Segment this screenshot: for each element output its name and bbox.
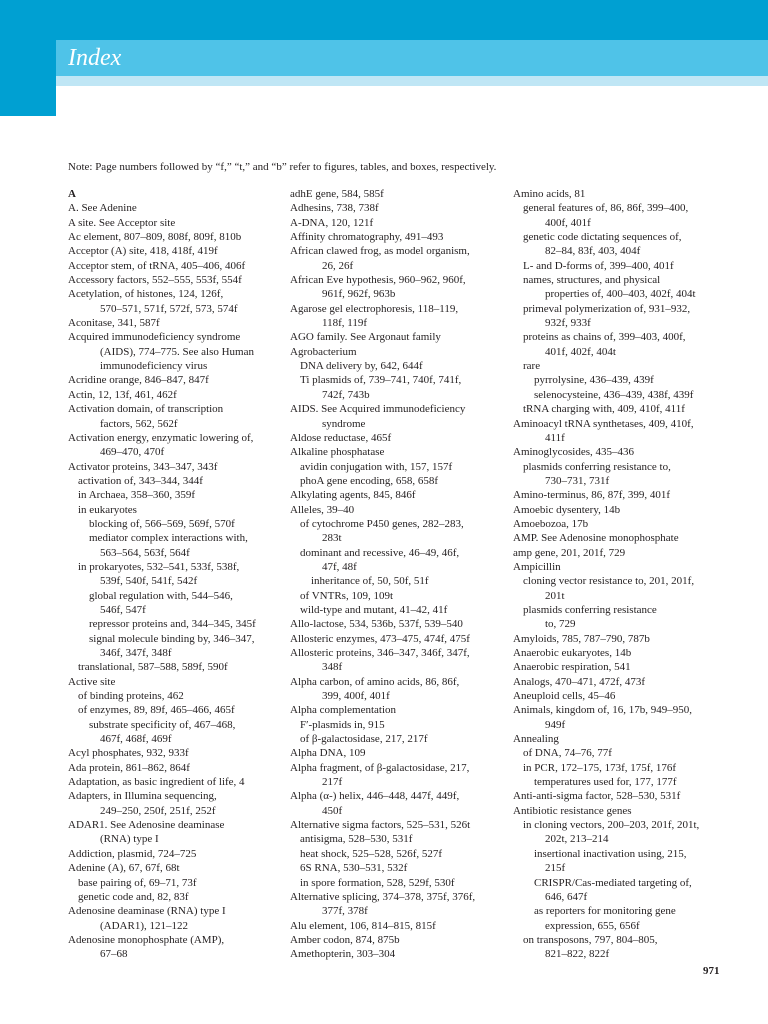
index-entry: properties of, 400–403, 402f, 404t <box>545 288 696 301</box>
index-entry: Anaerobic respiration, 541 <box>513 661 631 674</box>
index-entry: 82–84, 83f, 403, 404f <box>545 245 641 258</box>
index-entry: dominant and recessive, 46–49, 46f, <box>300 546 460 559</box>
index-entry: Aminoglycosides, 435–436 <box>513 446 634 459</box>
index-entry: pyrrolysine, 436–439, 439f <box>534 374 654 387</box>
index-entry: of β-galactosidase, 217, 217f <box>300 733 428 746</box>
index-entry: 202t, 213–214 <box>545 833 609 846</box>
index-entry: in spore formation, 528, 529f, 530f <box>300 876 455 889</box>
index-entry: 961f, 962f, 963b <box>322 288 396 301</box>
page-title: Index <box>68 45 122 71</box>
index-entry: rare <box>523 360 541 373</box>
index-entry: Affinity chromatography, 491–493 <box>290 231 444 244</box>
index-note: Note: Page numbers followed by “f,” “t,” and “b” refer to figures, tables, and boxes, respectively. <box>68 161 497 173</box>
index-entry: Alpha DNA, 109 <box>290 747 366 760</box>
index-entry: 26, 26f <box>322 259 354 272</box>
index-entry: 400f, 401f <box>545 216 591 229</box>
index-entry: plasmids conferring resistance to, <box>523 460 671 473</box>
page-number: 971 <box>703 965 720 977</box>
index-entry: phoA gene encoding, 658, 658f <box>300 474 439 487</box>
index-entry: Allosteric enzymes, 473–475, 474f, 475f <box>290 632 470 645</box>
index-entry: Amoebozoa, 17b <box>513 517 589 530</box>
index-entry: Adapters, in Illumina sequencing, <box>68 790 217 803</box>
index-entry: cloning vector resistance to, 201, 201f, <box>523 575 695 588</box>
index-entry: Aneuploid cells, 45–46 <box>513 690 616 703</box>
index-entry: 399, 400f, 401f <box>322 690 390 703</box>
index-entry: as reporters for monitoring gene <box>534 905 676 918</box>
index-entry: Activator proteins, 343–347, 343f <box>68 460 218 473</box>
index-entry: in eukaryotes <box>78 503 137 516</box>
index-entry: Activation energy, enzymatic lowering of, <box>68 431 254 444</box>
index-entry: Alkaline phosphatase <box>290 446 385 459</box>
index-entry: adhE gene, 584, 585f <box>290 188 384 200</box>
index-entry: AGO family. See Argonaut family <box>290 331 441 344</box>
index-entry: Acceptor stem, of tRNA, 405–406, 406f <box>68 259 246 272</box>
index-entry: Active site <box>68 675 116 688</box>
index-entry: CRISPR/Cas-mediated targeting of, <box>534 876 692 889</box>
index-entry: Acceptor (A) site, 418, 418f, 419f <box>68 245 218 258</box>
index-entry: AMP. See Adenosine monophosphate <box>513 532 679 545</box>
header-title-band <box>56 40 768 76</box>
index-entry: in prokaryotes, 532–541, 533f, 538f, <box>78 560 240 573</box>
index-entry: immunodeficiency virus <box>100 360 208 373</box>
index-entry: avidin conjugation with, 157, 157f <box>300 460 453 473</box>
index-entry: 546f, 547f <box>100 603 146 616</box>
index-entry: general features of, 86, 86f, 399–400, <box>523 202 689 215</box>
index-entry: Acyl phosphates, 932, 933f <box>68 747 189 760</box>
index-entry: 467f, 468f, 469f <box>100 733 172 746</box>
index-entry: 249–250, 250f, 251f, 252f <box>100 804 216 817</box>
index-entry: Addiction, plasmid, 724–725 <box>68 847 197 860</box>
index-entry: of VNTRs, 109, 109t <box>300 589 393 602</box>
index-entry: A site. See Acceptor site <box>68 216 176 229</box>
index-entry: ADAR1. See Adenosine deaminase <box>68 819 225 832</box>
header-banner-left <box>0 0 56 116</box>
index-entry: of binding proteins, 462 <box>78 690 184 703</box>
index-entry: Adenosine deaminase (RNA) type I <box>68 905 226 918</box>
index-entry: Allosteric proteins, 346–347, 346f, 347f, <box>290 647 470 659</box>
index-entry: Aldose reductase, 465f <box>290 431 392 444</box>
index-entry: temperatures used for, 177, 177f <box>534 776 677 789</box>
index-entry: genetic code and, 82, 83f <box>78 890 189 903</box>
index-entry: primeval polymerization of, 931–932, <box>523 302 691 315</box>
index-entry: 6S RNA, 530–531, 532f <box>300 862 408 875</box>
index-entry: Agarose gel electrophoresis, 118–119, <box>290 302 459 315</box>
index-entry: 742f, 743b <box>322 388 370 401</box>
index-entry: 215f <box>545 862 566 875</box>
index-entry: Amino acids, 81 <box>513 188 586 200</box>
index-entry: Alternative sigma factors, 525–531, 526t <box>290 819 471 832</box>
index-entry: blocking of, 566–569, 569f, 570f <box>89 517 235 530</box>
index-entry: Agrobacterium <box>290 345 357 358</box>
index-entry: Acetylation, of histones, 124, 126f, <box>68 288 224 301</box>
index-entry: Antibiotic resistance genes <box>513 804 632 817</box>
index-entry: Aminoacyl tRNA synthetases, 409, 410f, <box>513 417 694 430</box>
index-entry: Aconitase, 341, 587f <box>68 317 160 330</box>
index-entry: Alu element, 106, 814–815, 815f <box>290 919 436 932</box>
index-entry: Adaptation, as basic ingredient of life, 4 <box>68 776 245 789</box>
index-entry: A. See Adenine <box>68 202 137 215</box>
index-entry: selenocysteine, 436–439, 438f, 439f <box>534 388 694 401</box>
index-entry: substrate specificity of, 467–468, <box>89 718 236 731</box>
header-accent-strip <box>56 76 768 86</box>
index-entry: Acridine orange, 846–847, 847f <box>68 374 209 387</box>
index-entry: global regulation with, 544–546, <box>89 589 233 602</box>
index-entry: 730–731, 731f <box>545 474 610 487</box>
index-entry: 67–68 <box>100 948 128 961</box>
index-entry: Analogs, 470–471, 472f, 473f <box>513 675 645 688</box>
index-entry: tRNA charging with, 409, 410f, 411f <box>523 403 685 416</box>
index-entry: Ada protein, 861–862, 864f <box>68 761 190 774</box>
index-entry: Anti-anti-sigma factor, 528–530, 531f <box>513 790 681 803</box>
index-entry: L- and D-forms of, 399–400, 401f <box>523 259 674 272</box>
index-entry: Alpha complementation <box>290 704 396 717</box>
index-entry: wild-type and mutant, 41–42, 41f <box>300 603 448 616</box>
index-entry: signal molecule binding by, 346–347, <box>89 632 255 645</box>
index-entry: amp gene, 201, 201f, 729 <box>513 546 626 559</box>
index-entry: antisigma, 528–530, 531f <box>300 833 413 846</box>
index-entry: (AIDS), 774–775. See also Human <box>100 345 254 358</box>
index-entry: on transposons, 797, 804–805, <box>523 933 658 946</box>
index-entry: 949f <box>545 718 566 731</box>
index-entry: (RNA) type I <box>100 833 159 846</box>
index-entry: AIDS. See Acquired immunodeficiency <box>290 403 466 416</box>
index-entry: 217f <box>322 776 343 789</box>
index-entry: proteins as chains of, 399–403, 400f, <box>523 331 686 344</box>
index-entry: 118f, 119f <box>322 317 368 330</box>
index-entry: 469–470, 470f <box>100 446 165 459</box>
index-entry: in Archaea, 358–360, 359f <box>78 489 195 502</box>
index-entry: in cloning vectors, 200–203, 201f, 201t, <box>523 819 700 832</box>
index-entry: 201t <box>545 589 565 602</box>
index-entry: Amyloids, 785, 787–790, 787b <box>513 632 650 645</box>
index-entry: Annealing <box>513 733 559 746</box>
index-entry: of enzymes, 89, 89f, 465–466, 465f <box>78 704 235 717</box>
index-entry: Activation domain, of transcription <box>68 403 224 416</box>
index-entry: 646, 647f <box>545 890 588 903</box>
index-entry: African clawed frog, as model organism, <box>290 245 470 258</box>
index-entry: 539f, 540f, 541f, 542f <box>100 575 198 588</box>
index-entry: Amoebic dysentery, 14b <box>513 503 621 516</box>
index-entry: insertional inactivation using, 215, <box>534 847 687 860</box>
index-entry: plasmids conferring resistance <box>523 603 657 616</box>
index-entry: Adenosine monophosphate (AMP), <box>68 933 225 946</box>
index-entry: heat shock, 525–528, 526f, 527f <box>300 847 443 860</box>
index-entry: Alternative splicing, 374–378, 375f, 376f, <box>290 890 476 903</box>
index-entry: genetic code dictating sequences of, <box>523 231 682 244</box>
index-entry: factors, 562, 562f <box>100 417 178 430</box>
index-entry: expression, 655, 656f <box>545 919 640 932</box>
index-entry: Adhesins, 738, 738f <box>290 202 379 215</box>
index-entry: 348f <box>322 661 343 674</box>
index-entry: Amber codon, 874, 875b <box>290 933 400 946</box>
index-entry: mediator complex interactions with, <box>89 532 248 545</box>
index-entry: 401f, 402f, 404t <box>545 345 616 358</box>
index-entry: Alpha (α-) helix, 446–448, 447f, 449f, <box>290 790 460 803</box>
index-entry: in PCR, 172–175, 173f, 175f, 176f <box>523 761 677 774</box>
index-column-2 <box>290 187 502 962</box>
index-entry: 932f, 933f <box>545 317 591 330</box>
index-entry: names, structures, and physical <box>523 274 661 287</box>
index-entry: to, 729 <box>545 618 576 631</box>
index-entry: Ampicillin <box>513 560 561 573</box>
index-entry: 570–571, 571f, 572f, 573, 574f <box>100 302 238 315</box>
index-entry: Alkylating agents, 845, 846f <box>290 489 416 502</box>
index-entry: Anaerobic eukaryotes, 14b <box>513 647 632 659</box>
index-entry: 450f <box>322 804 343 817</box>
index-entry: 283t <box>322 532 342 545</box>
index-entry: Animals, kingdom of, 16, 17b, 949–950, <box>513 704 693 717</box>
index-entry: 563–564, 563f, 564f <box>100 546 190 559</box>
index-entry: Allo-lactose, 534, 536b, 537f, 539–540 <box>290 618 463 631</box>
index-entry: A-DNA, 120, 121f <box>290 216 374 229</box>
index-entry: DNA delivery by, 642, 644f <box>300 360 423 373</box>
index-entry: Actin, 12, 13f, 461, 462f <box>68 388 177 401</box>
index-entry: 411f <box>545 431 565 444</box>
index-entry: Alleles, 39–40 <box>290 503 355 516</box>
index-entry: 346f, 347f, 348f <box>100 647 172 659</box>
index-entry: 821–822, 822f <box>545 948 610 961</box>
index-entry: of cytochrome P450 genes, 282–283, <box>300 517 464 530</box>
index-entry: of DNA, 74–76, 77f <box>523 747 612 760</box>
index-column-3 <box>513 187 725 962</box>
index-entry: inheritance of, 50, 50f, 51f <box>311 575 429 588</box>
index-entry: Acquired immunodeficiency syndrome <box>68 331 241 344</box>
index-column-1 <box>68 187 280 962</box>
index-entry: Alpha fragment, of β-galactosidase, 217, <box>290 761 470 774</box>
index-entry: Adenine (A), 67, 67f, 68t <box>68 862 180 875</box>
index-entry: (ADAR1), 121–122 <box>100 919 188 932</box>
index-entry: base pairing of, 69–71, 73f <box>78 876 197 889</box>
index-entry: repressor proteins and, 344–345, 345f <box>89 618 256 631</box>
index-entry: translational, 587–588, 589f, 590f <box>78 661 228 674</box>
index-entry: 47f, 48f <box>322 560 357 573</box>
header-white-gap <box>56 86 768 116</box>
index-entry: 377f, 378f <box>322 905 368 918</box>
index-entry: Amethopterin, 303–304 <box>290 948 396 961</box>
index-entry: African Eve hypothesis, 960–962, 960f, <box>290 274 466 287</box>
index-entry: syndrome <box>322 417 366 430</box>
index-section-letter: A <box>68 188 76 200</box>
index-entry: Alpha carbon, of amino acids, 86, 86f, <box>290 675 460 688</box>
index-entry: F′-plasmids in, 915 <box>300 718 385 731</box>
index-entry: Ac element, 807–809, 808f, 809f, 810b <box>68 231 242 244</box>
index-entry: Amino-terminus, 86, 87f, 399, 401f <box>513 489 671 502</box>
index-entry: Ti plasmids of, 739–741, 740f, 741f, <box>300 374 462 387</box>
index-entry: Accessory factors, 552–555, 553f, 554f <box>68 274 242 287</box>
index-entry: activation of, 343–344, 344f <box>78 474 203 487</box>
